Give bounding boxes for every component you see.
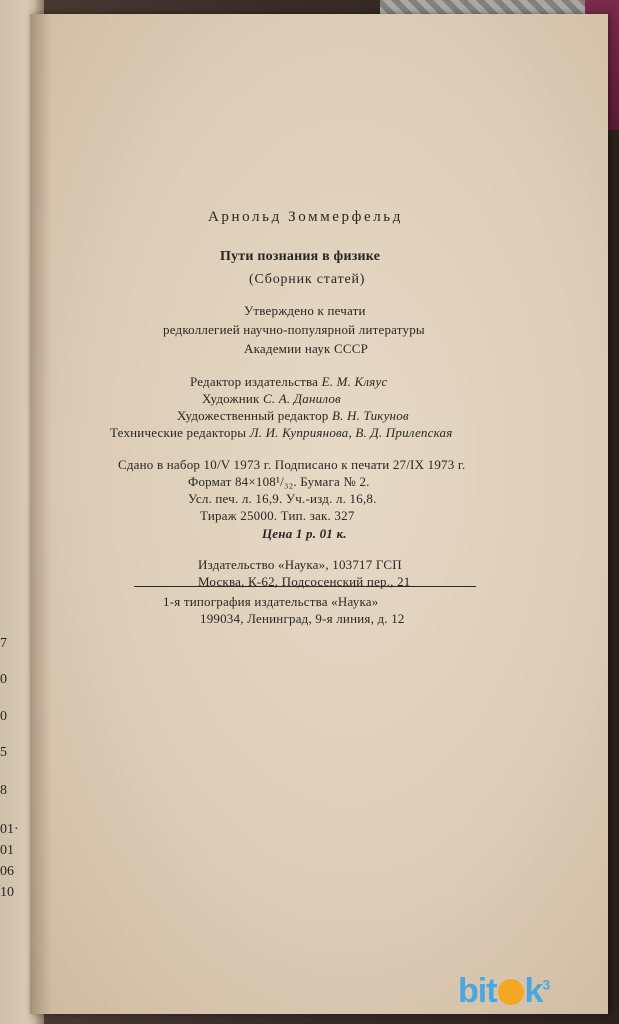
page-number: 8	[0, 783, 7, 798]
book-title: Пути познания в физике	[220, 249, 381, 264]
publisher-line: Москва, К-62, Подсосенский пер., 21	[198, 574, 411, 589]
approval-line: Академии наук СССР	[244, 341, 369, 356]
approval-line: редколлегией научно-популярной литературы	[163, 322, 425, 337]
page-number: 01·	[0, 822, 19, 837]
credit-editor	[190, 374, 387, 390]
credit-role: Редактор издательства	[190, 374, 319, 389]
printer-line: 199034, Ленинград, 9-я линия, д. 12	[200, 611, 405, 626]
print-data-line: Усл. печ. л. 16,9. Уч.-изд. л. 16,8.	[188, 491, 377, 506]
site-watermark-logo	[458, 972, 549, 1011]
approval-line: Утверждено к печати	[244, 303, 366, 318]
book-subtitle: (Сборник статей)	[249, 272, 366, 287]
credit-artist	[202, 391, 341, 407]
print-data-line: Формат 84×108¹/₃₂. Бумага № 2.	[188, 474, 370, 489]
credit-role: Художник	[202, 391, 260, 406]
page-number: 7	[0, 636, 7, 651]
printer-line: 1-я типография издательства «Наука»	[163, 594, 379, 609]
page-number: 5	[0, 745, 7, 760]
page-number: 01	[0, 843, 14, 858]
price: Цена 1 р. 01 к.	[262, 526, 347, 541]
page-number: 0	[0, 709, 7, 724]
coin-icon	[498, 979, 524, 1005]
credit-role: Художественный редактор	[177, 408, 329, 423]
author-name: Арнольд Зоммерфельд	[208, 209, 403, 225]
page-number: 0	[0, 672, 7, 687]
credit-role: Технические редакторы	[110, 425, 247, 440]
page-number: 06	[0, 864, 14, 879]
credit-name: С. А. Данилов	[262, 391, 341, 406]
separator-rule	[134, 586, 476, 587]
print-data-line: Сдано в набор 10/V 1973 г. Подписано к печати 27/IX 1973 г.	[118, 457, 466, 472]
publisher-line: Издательство «Наука», 103717 ГСП	[198, 557, 402, 572]
credit-name: Е. М. Кляус	[321, 374, 388, 389]
watermark-text: k	[524, 972, 543, 1010]
credit-name: Л. И. Куприянова, В. Д. Прилепская	[249, 425, 453, 440]
credit-name: В. Н. Тикунов	[331, 408, 409, 423]
credit-art-editor	[177, 408, 409, 424]
print-data-line: Тираж 25000. Тип. зак. 327	[200, 508, 355, 523]
watermark-text: bit	[458, 972, 497, 1010]
book-page	[30, 14, 608, 1014]
watermark-superscript: 3	[542, 976, 550, 993]
page-number: 10	[0, 885, 14, 900]
colophon	[30, 14, 608, 1014]
credit-tech-editors	[110, 425, 453, 441]
